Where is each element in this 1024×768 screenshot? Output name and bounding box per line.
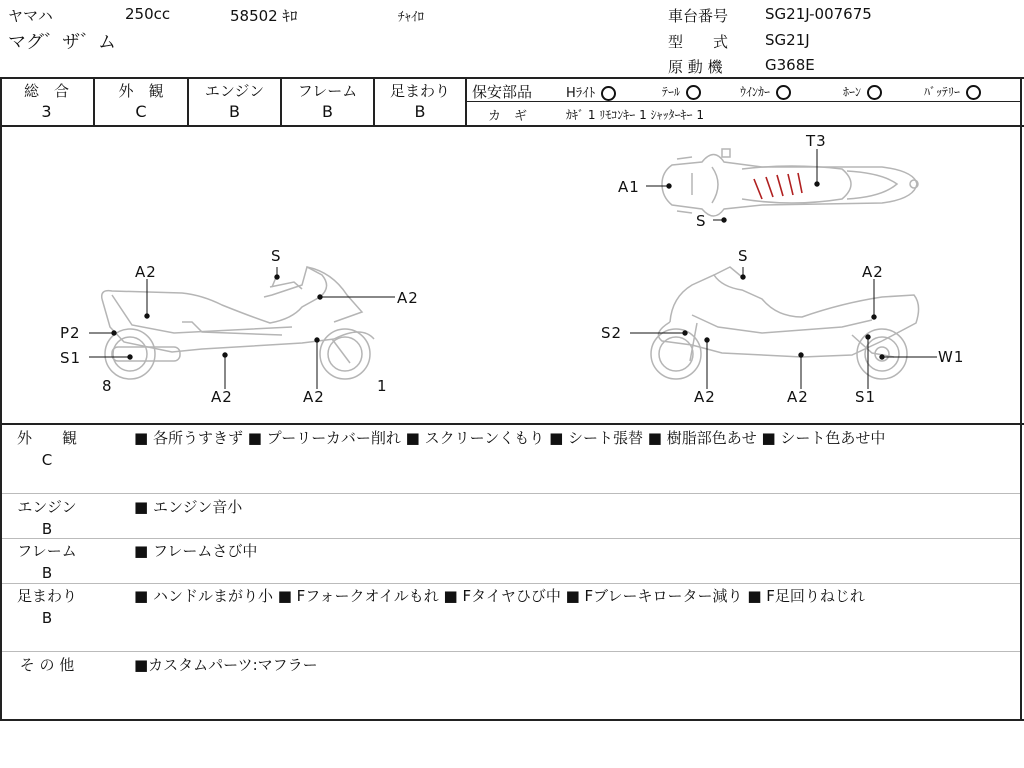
overall-grade: 3 [41,102,52,121]
divider [0,423,1024,425]
damage-label: S1 [60,349,82,367]
damage-label: A2 [211,388,233,406]
remark-text: ■ フレームさび中 [134,542,258,560]
ok-circle-icon [686,85,701,100]
remark-text: ■カスタムパーツ:マフラー [134,656,318,674]
keys-label: カ ギ [488,109,528,124]
frame-no-label: 車台番号 [668,7,729,25]
maker: ヤマハ [8,7,53,25]
divider [2,538,1020,539]
damage-label: A2 [397,289,419,307]
keys-value: ｶｷﾞ 1 ﾘﾓｺﾝｷｰ 1 ｼｬｯﾀｰｷｰ 1 [566,108,704,122]
color: ﾁｬｲﾛ [398,10,424,25]
safety-label: 保安部品 [472,83,533,101]
engine-label: エンジン [204,82,265,100]
damage-label: A2 [862,263,884,281]
type-value: SG21J [765,31,810,49]
divider [2,583,1020,584]
safety-item: ﾃｰﾙ [662,83,701,100]
engine-model-label: 原 動 機 [668,58,723,76]
remark-label: そ の 他 [19,656,75,674]
damage-label: S1 [855,388,877,406]
damage-label: T3 [806,132,827,150]
scooter-left-side [102,267,374,379]
remark-label: 外 観 C [16,429,77,469]
damage-label: 8 [102,377,113,395]
engine-model: G368E [765,56,815,74]
suspension-grade: B [414,102,426,121]
ok-circle-icon [966,85,981,100]
damage-label: P2 [60,324,81,342]
type-label: 型 式 [668,33,729,51]
remark-label: フレーム B [17,542,77,582]
remark-text: ■ 各所うすきず ■ プーリーカバー削れ ■ スクリーンくもり ■ シート張替 ■ 樹脂部色あせ ■ シート色あせ中 [134,429,886,447]
safety-item: ﾎｰﾝ [843,83,882,100]
suspension-label: 足まわり [389,82,450,100]
frame-grade: B [322,102,333,121]
exterior-label: 外 観 [118,82,164,100]
frame-no: SG21J-007675 [765,5,872,23]
damage-label: S [696,212,707,230]
divider [0,77,1024,79]
mileage: 58502 ｷﾛ [230,7,298,25]
ok-circle-icon [776,85,791,100]
safety-item: ｳｲﾝｶｰ [740,83,791,100]
damage-label: S [738,247,749,265]
damage-label: S2 [601,324,623,342]
damage-label: A2 [135,263,157,281]
remark-text: ■ エンジン音小 [134,498,243,516]
damage-label: A1 [618,178,640,196]
engine-grade: B [229,102,240,121]
displacement: 250cc [125,5,171,23]
remark-label: エンジン B [17,498,77,538]
damage-label: W1 [938,348,965,366]
damage-label: A2 [303,388,325,406]
overall-label: 総 合 [23,82,69,100]
scratch-marks [754,173,802,199]
frame-label: フレーム [297,82,358,100]
damage-label: A2 [694,388,716,406]
divider [1020,77,1022,720]
divider [465,101,1022,102]
damage-label: S [271,247,282,265]
exterior-grade: C [135,102,147,121]
scooter-right-side [651,267,919,379]
remark-label: 足まわり B [16,587,77,627]
ok-circle-icon [601,86,616,101]
model-name: マグ゛ザ゛ム [8,32,116,53]
safety-item: Hﾗｲﾄ [566,82,616,101]
damage-label: A2 [787,388,809,406]
safety-item: ﾊﾞｯﾃﾘｰ [924,83,981,100]
damage-label: 1 [377,377,388,395]
divider [2,493,1020,494]
divider [0,719,1024,721]
ok-circle-icon [867,85,882,100]
remark-text: ■ ハンドルまがり小 ■ Fフォークオイルもれ ■ Fタイヤひび中 ■ Fブレーキローター減り ■ F足回りねじれ [134,587,865,605]
divider [2,651,1020,652]
